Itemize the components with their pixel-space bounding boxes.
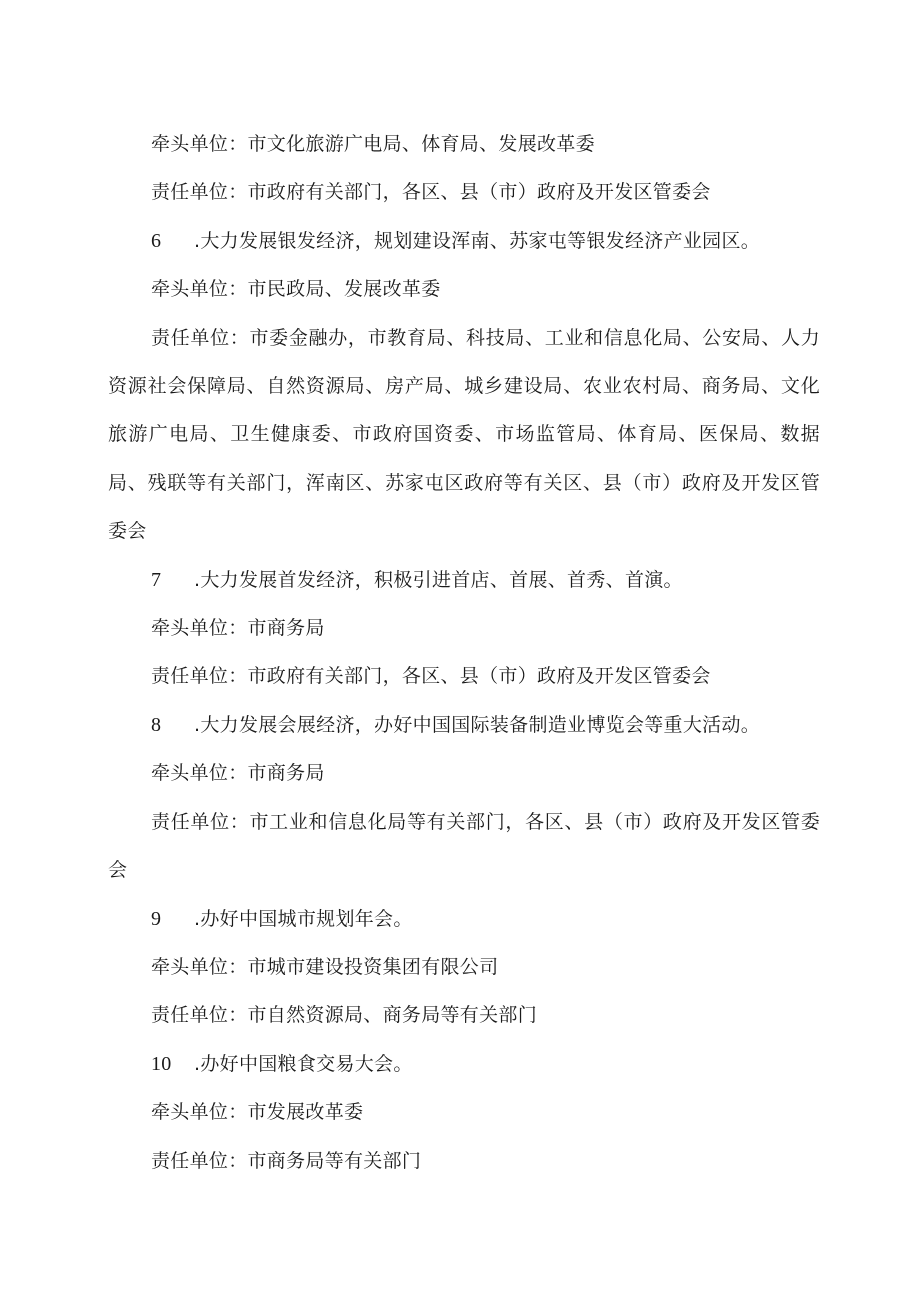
list-item-7 [108,556,820,604]
item-number: 6 [151,229,162,252]
paragraph-responsible-unit: 责任单位：市工业和信息化局等有关部门，各区、县（市）政府及开发区管委会 [108,810,820,882]
paragraph-responsible-unit: 责任单位：市商务局等有关部门 [151,1149,422,1172]
item-number: 8 [151,713,162,736]
paragraph-lead-unit: 牵头单位：市城市建设投资集团有限公司 [151,955,499,978]
paragraph-lead-unit: 牵头单位：市民政局、发展改革委 [151,278,441,301]
paragraph-lead-unit: 牵头单位：市发展改革委 [151,1101,364,1124]
list-item-9 [108,895,820,943]
item-text: .办好中国城市规划年会。 [194,907,413,930]
item-number: 7 [151,568,162,591]
paragraph-responsible-unit: 责任单位：市政府有关部门，各区、县（市）政府及开发区管委会 [151,665,711,688]
paragraph-lead-unit: 牵头单位：市商务局 [151,617,325,640]
list-item-10 [108,1040,820,1088]
document-body [108,120,820,1185]
item-text: .大力发展会展经济，办好中国国际装备制造业博览会等重大活动。 [194,713,761,736]
paragraph-responsible-unit: 责任单位：市政府有关部门，各区、县（市）政府及开发区管委会 [151,181,711,204]
paragraph-responsible-unit: 责任单位：市自然资源局、商务局等有关部门 [151,1004,538,1027]
item-number: 9 [151,907,162,930]
item-text: .大力发展首发经济，积极引进首店、首展、首秀、首演。 [194,568,683,591]
item-number: 10 [151,1052,172,1075]
paragraph-lead-unit: 牵头单位：市文化旅游广电局、体育局、发展改革委 [151,133,595,155]
list-item-8 [108,701,820,749]
item-text: .大力发展银发经济，规划建设浑南、苏家屯等银发经济产业园区。 [194,229,761,252]
list-item-6 [108,217,820,265]
item-text: .办好中国粮食交易大会。 [194,1052,413,1075]
paragraph-responsible-unit: 责任单位：市委金融办，市教育局、科技局、工业和信息化局、公安局、人力资源社会保障局、自然资源局、房产局、城乡建设局、农业农村局、商务局、文化旅游广电局、卫生健康委、市政府国资委、市场监管局、体育局、医保局、数据局、残联等有关部门，浑南区、苏家屯区政府等有关区、县（市）政府及开发区管委会 [108,326,820,543]
paragraph-lead-unit: 牵头单位：市商务局 [151,762,325,785]
